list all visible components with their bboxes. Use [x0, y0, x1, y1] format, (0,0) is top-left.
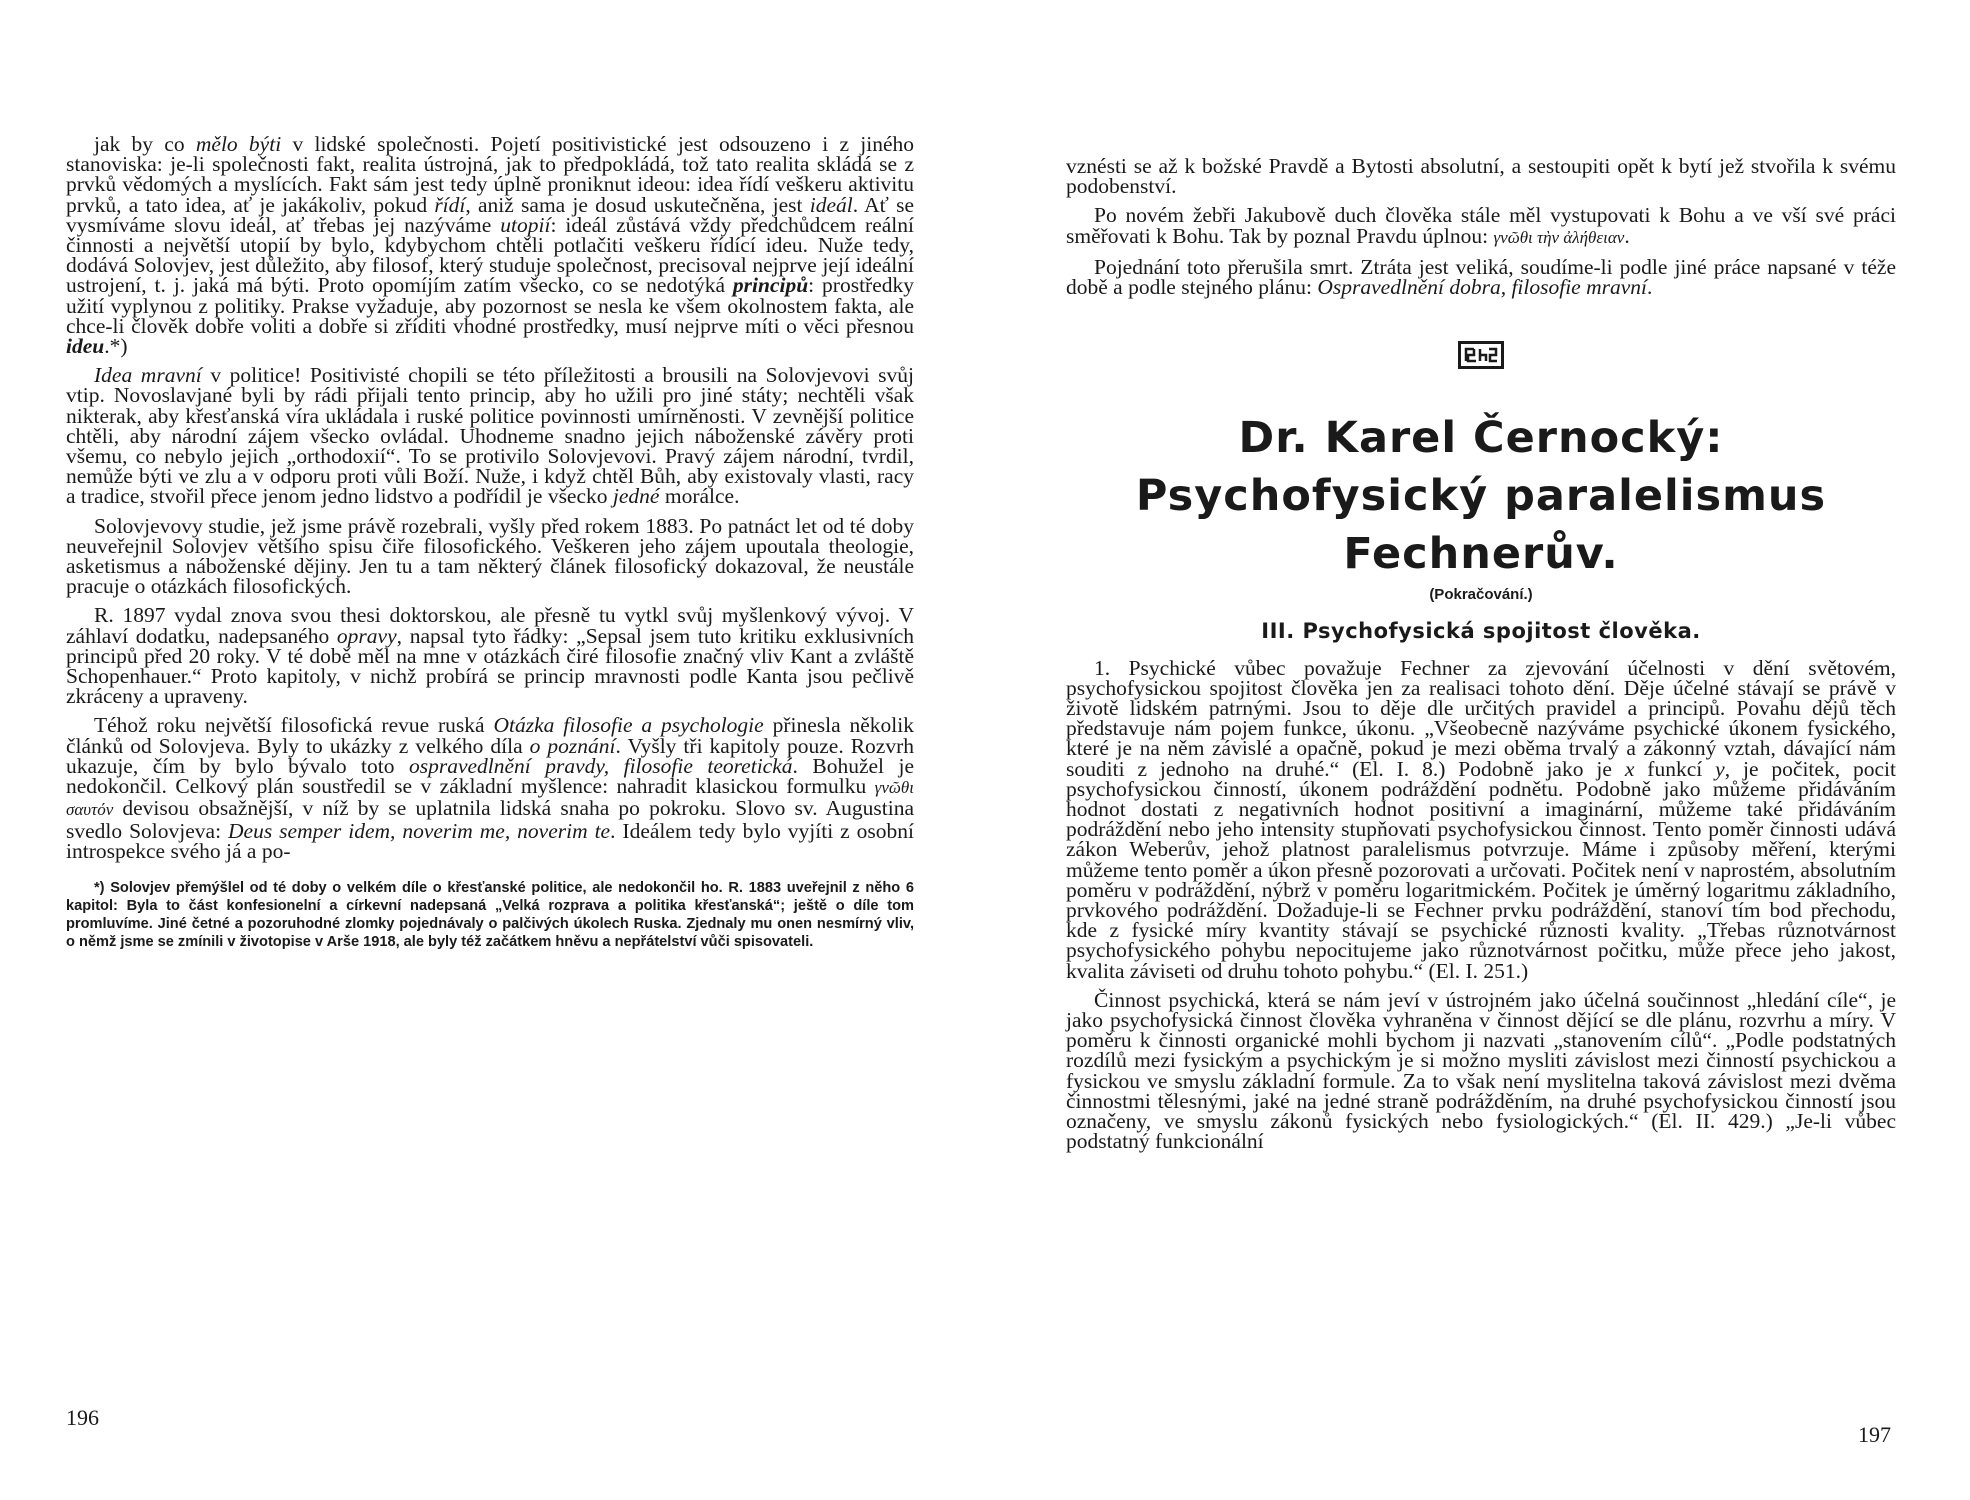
- text-run: utopií: [500, 212, 551, 237]
- text-run: : prostředky užití vyplynou z politiky. Prakse vyžaduje, aby pozornost se nesla ke všem okolnostem fakta, ale chce-li člověk dobře voliti a dobře si zříditi vhodné prostředky, musí nejprve míti o věci přesnou: [66, 273, 914, 338]
- text-run: v lidské společnosti. Pojetí positivistické jest odsouzeno i z jiného stanoviska: je-li společnosti fakt, realita ústrojná, jak to předpokládá, tož tato realita skládá se z prvků vědomých a myslících. Fakt sám jest tedy úplně proniknut ideou: idea řídí veškeru aktivitu prvků, a tato idea, ať je jakákoliv, pokud: [66, 132, 914, 217]
- text-run: Ospravedlnění dobra, filosofie mravní: [1317, 275, 1648, 300]
- text-run: Deus semper idem, noverim me, noverim te: [228, 818, 611, 843]
- text-run: opravy: [336, 623, 397, 648]
- paragraph: [66, 132, 915, 359]
- text-run: Činnost psychická, která se nám jeví v ústrojném jako účelná součinnost „hledání cíle“, je jako psychofysická činnost člověka vyhraněna v činnost dějící se dle plánu, rozvrhu a míry. V poměru k činnosti organické mohli bychom ji nazvati „stanovením cílů“. „Podle podstatných rozdílů mezi fysickým a psychickým je si možno mysliti závislost mezi činností psychickou a fysickou ve smyslu základní formule. Za to však není myslitelna taková závislost mezi dvěma činnostmi tělesnými, jaké na jedné straně podrážděním, na druhé psychofysickou činností jsou označeny, ve smyslu zákonů fysických nebo fysiologických.“ (El. II. 429.) „Je-li vůbec podstatný funkcionální: [1066, 987, 1896, 1154]
- text-run: Téhož roku největší filosofická revue ruská: [94, 713, 494, 738]
- text-run: Pojednání toto přerušila smrt. Ztráta jest veliká, soudíme-li podle jiné práce napsané v téže době a podle stejného plánu:: [1066, 254, 1896, 300]
- text-run: principů: [732, 273, 809, 298]
- text-run: Otázka filosofie a psychologie: [493, 713, 764, 738]
- right-body-paragraphs: [1066, 655, 1896, 1154]
- paragraph: [66, 603, 914, 709]
- text-run: jak by co: [94, 132, 196, 156]
- text-run: γνῶθι σαυτόν: [66, 778, 914, 820]
- text-run: devisou obsažnější, v níž by se uplatnila lidská snaha po pokroku. Slovo sv. Augustina svedlo Solovjeva:: [66, 796, 914, 843]
- text-run: .: [1647, 275, 1653, 300]
- left-paragraphs: [66, 134, 914, 861]
- text-run: Po novém žebři Jakubově duch člověka stále měl vystupovati k Bohu a ve vší své práci směřovati k Bohu. Tak by poznal Pravdu úplnou:: [1066, 203, 1896, 248]
- text-run: o poznání: [529, 733, 616, 758]
- text-run: funkcí: [1634, 756, 1716, 781]
- text-run: . Bohužel je nedokončil. Celkový plán soustředil se v základní myšlence: nahradit klasickou formulku: [66, 753, 914, 799]
- text-run: , aniž sama je dosud uskutečněna, jest: [465, 192, 810, 217]
- footnote: [66, 879, 914, 951]
- text-run: ideu: [66, 334, 105, 359]
- paragraph: [66, 363, 914, 509]
- paragraph: [1066, 205, 1896, 247]
- text-run: γνῶθι τὴν ἀλήθειαν: [1493, 227, 1625, 247]
- text-run: řídí: [434, 192, 466, 217]
- article-title: [1066, 409, 1896, 583]
- text-run: ospravedlnění pravdy, filosofie teoretická: [408, 753, 793, 778]
- text-run: .: [1624, 223, 1630, 248]
- text-run: , je počitek, pocit psychofysickou činností, úkonem podráždění podnětu. Podobně jako můžeme přidáváním hodnot dostati z negativních hodnot positivní a imaginární, můžeme také přidáváním podráždění nebo jeho intensity stupňovati psychofysickou činnost. Tento poměr činnosti udává zákon Weberův, jehož platnost paralelismus potvrzuje. Máme i způsoby měření, kterými můžeme tento poměr a úkon přesně pozorovati a určovati. Počitek není v naprostém, absolutním poměru v podráždění, nýbrž v poměru logaritmickém. Počitek je úměrný logaritmu základního, prvkového podráždění. Dožaduje-li se Fechner prvku podráždění, stanoví tím bod přechodu, kde z fysické míry kvantity stávají se psychické různosti kvality. „Třebas různotvárnost psychofysického pohybu nepocitujeme jako různotvárnost počitku, může přece jeho jakost, kvalita záviseti od druhu tohoto pohybu.“ (El. I. 251.): [1066, 756, 1896, 983]
- text-run: . Vyšly tři kapitoly pouze. Rozvrh ukazuje, čím by bylo bývalo toto: [66, 733, 915, 778]
- article-title-line1: Dr. Karel Černocký:: [1238, 413, 1724, 464]
- text-run: R. 1897 vydal znova svou thesi doktorskou, ale přesně tu vytkl svůj myšlenkový vývoj. V záhlaví dodatku, nadepsaného: [66, 603, 914, 648]
- page-number-right: 197: [1858, 1422, 1891, 1447]
- text-run: 1. Psychické vůbec považuje Fechner za zjevování účelnosti v dění světovém, psychofysickou spojitost člověka jen za realisaci tohoto dění. Děje účelné stávají se právě v životě lidském patrnými. Jsou to děje dle určitých pravidel a principů. Povahu dějů těch představuje nám pojem funkce, úkonu. „Všeobecně nazýváme psychické úkonem fysického, které je na něm závislé a opačně, pokud je mezi oběma trvalý a zákonný vztah, dávající nám souditi z jednoho na druhé.“ (El. I. 8.) Podobně jako je: [1066, 655, 1896, 781]
- paragraph: [66, 713, 915, 863]
- text-run: x: [1624, 756, 1635, 781]
- section-ornament-icon: [1458, 341, 1504, 369]
- text-run: jedné: [612, 484, 660, 509]
- page-number-left: 196: [66, 1405, 99, 1430]
- text-run: morálce.: [659, 484, 740, 509]
- text-run: přinesla několik článků od Solovjeva. Byly to ukázky z velkého díla: [66, 713, 914, 758]
- text-run: . Ať se vysmíváme slovu ideál, ať třebas jej nazýváme: [66, 192, 915, 237]
- text-run: , napsal tyto řádky: „Sepsal jsem tuto kritiku exklusivních principů před 20 roky. V té době měl na mne v otázkách čiré filosofie značný vliv Kant a zvláště Schopenhauer.“ Proto kapitoly, v nichž probírá se princip mravnosti podle Kanta jsou pečlivě zkráceny a upraveny.: [66, 623, 914, 709]
- text-run: Idea mravní: [94, 363, 202, 388]
- footnote-text: *) Solovjev přemýšlel od té doby o velkém díle o křesťanské politice, ale nedokončil ho. R. 1883 uveřejnil z něho 6 kapitol: Byla to část konfesionelní a církevní nadepsaná „Velká rozprava a politika křesťanská“; ještě o díle tom promluvíme. Jiné četné a pozoruhodné zlomky pojednávaly o palčivých úkolech Ruska. Zjednaly mu onen nesmírný vliv, o němž jsme se zmínili v životopise v Arše 1918, ale byly též začátkem hněvu a nepřátelství vůči spisovateli.: [66, 879, 914, 950]
- paragraph: [1066, 254, 1896, 300]
- text-run: .*): [104, 334, 128, 359]
- text-run: Solovjevovy studie, jež jsme právě rozebrali, vyšly před rokem 1883. Po patnáct let od té doby neuveřejnil Solovjev většího spisu čiře filosofického. Veškeren jeho zájem upoutala theologie, asketismus a náboženské dějiny. Jen tu a tam některý článek filosofický dokazoval, že neustále pracuje o otázkách filosofických.: [66, 513, 914, 599]
- right-top-paragraphs: [1066, 154, 1896, 300]
- left-text-column: [66, 134, 914, 951]
- paragraph: [1066, 987, 1896, 1154]
- text-run: y: [1715, 756, 1725, 781]
- paragraph: [66, 513, 914, 599]
- text-run: v politice! Positivisté chopili se této příležitosti a brousili na Solovjevovi svůj vtip. Novoslavjané byli by rádi přijali tento princip, aby ho užili pro jiné státy; nechtěli však nikterak, aby křesťanská víra ukládala i ruské politice povinnosti umírněnosti. V zevnější politice chtěli, aby národní zájem všecko ovládal. Uhodneme snadno jejich náboženské závěry proti všemu, co nebylo jejich „orthodoxií“. To se protivilo Solovjevovi. Pravý zájem národní, tvrdil, nemůže býti ve zlu a v odporu proti vůli Boží. Nuže, i když chtěl Bůh, aby existovaly vlasti, racy a tradice, stvořil přece jenom jedno lidstvo a podřídil je všecko: [66, 363, 914, 509]
- article-title-line2: Psychofysický paralelismus Fechnerův.: [1135, 471, 1827, 580]
- section-title: III. Psychofysická spojitost člověka.: [1261, 619, 1701, 644]
- text-run: ideál: [809, 192, 853, 217]
- paragraph: [1066, 655, 1896, 983]
- text-run: . Ideálem tedy bylo vyjíti z osobní introspekce svého já a po-: [66, 818, 914, 863]
- right-page: [985, 0, 1970, 1500]
- continued-note: (Pokračování.): [1429, 586, 1533, 604]
- text-run: : ideál zůstává vždy předchůdcem reální činnosti a největší utopií by bylo, kdybychom chtěli potlačiti veškeru řídící ideu. Nuže tedy, dodává Solovjev, jest důležito, aby filosof, který studuje společnost, precisoval nejprve její ideální ustrojení, t. j. jaká má býti. Proto opomíjím zatím všecko, co se nedotýká: [66, 212, 915, 298]
- right-text-column: [1066, 156, 1896, 1161]
- text-run: mělo býti: [195, 132, 282, 156]
- text-run: vznésti se až k božské Pravdě a Bytosti absolutní, a sestoupiti opět k bytí jež stvořila k svému podobenství.: [1066, 154, 1896, 199]
- paragraph: [1066, 154, 1896, 199]
